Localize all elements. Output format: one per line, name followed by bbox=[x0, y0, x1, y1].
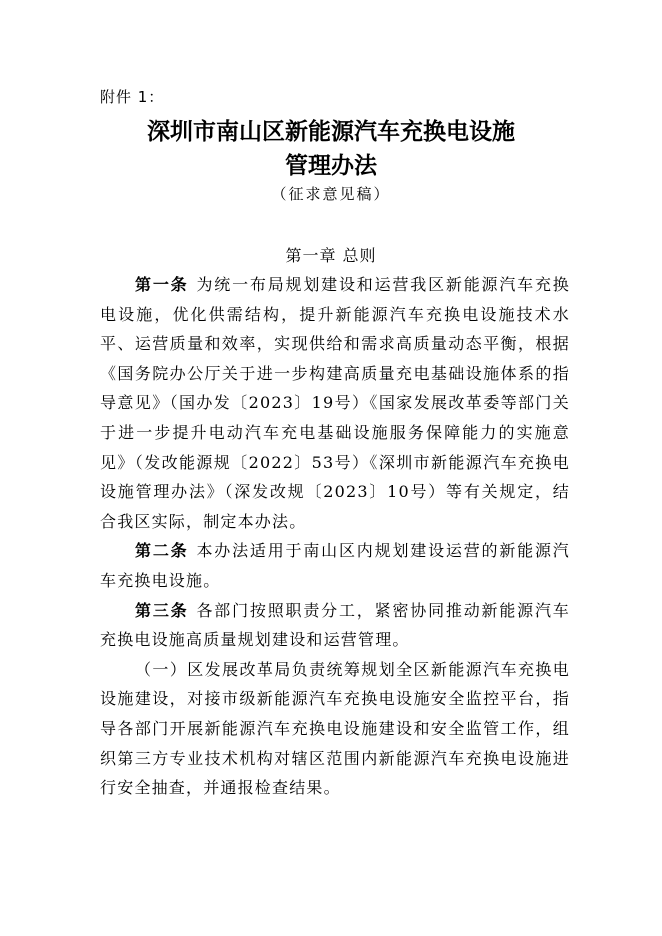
article-1-label: 第一条 bbox=[135, 275, 189, 294]
article-2-label: 第二条 bbox=[135, 541, 189, 561]
article-1-text: 为统一布局规划建设和运营我区新能源汽车充换电设施，优化供需结构，提升新能源汽车充换电设施技术水平、运营质量和效率，实现供给和需求高质量动态平衡，根据《国务院办公厅关于进一步构建高质量充电基础设施体系的指导意见》（国办发〔2023〕19号）《国家发展改革委等部门关于进一步提升电动汽车充电基础设施服务保障能力的实施意见》（发改能源规〔2022〕53号）《深圳市新能源汽车充换电设施管理办法》（深发改规〔2023〕10号）等有关规定，结合我区实际，制定本办法。 bbox=[100, 275, 570, 531]
article-3-item-1-text: （一）区发展改革局负责统筹规划全区新能源汽车充换电设施建设，对接市级新能源汽车充换电设施安全监控平台，指导各部门开展新能源汽车充换电设施建设和安全监管工作，组织第三方专业技术机构对辖区范围内新能源汽车充换电设施进行安全抽查，并通报检查结果。 bbox=[100, 659, 570, 798]
article-1 bbox=[100, 270, 570, 536]
article-3-label: 第三条 bbox=[135, 600, 189, 620]
article-2 bbox=[100, 536, 570, 595]
draft-note: （征求意见稿） bbox=[271, 185, 391, 203]
article-3 bbox=[100, 596, 570, 655]
article-3-text: 各部门按照职责分工，紧密协同推动新能源汽车充换电设施高质量规划建设和运营管理。 bbox=[100, 600, 570, 650]
article-2-text: 本办法适用于南山区内规划建设运营的新能源汽车充换电设施。 bbox=[100, 541, 570, 590]
document-body bbox=[100, 270, 570, 803]
article-3-item-1 bbox=[100, 655, 570, 803]
attachment-label: 附件 1： bbox=[100, 88, 165, 106]
document-title-line-2: 管理办法 bbox=[285, 152, 377, 179]
chapter-heading: 第一章 总则 bbox=[285, 246, 377, 265]
document-title-line-1: 深圳市南山区新能源汽车充换电设施 bbox=[147, 118, 515, 145]
